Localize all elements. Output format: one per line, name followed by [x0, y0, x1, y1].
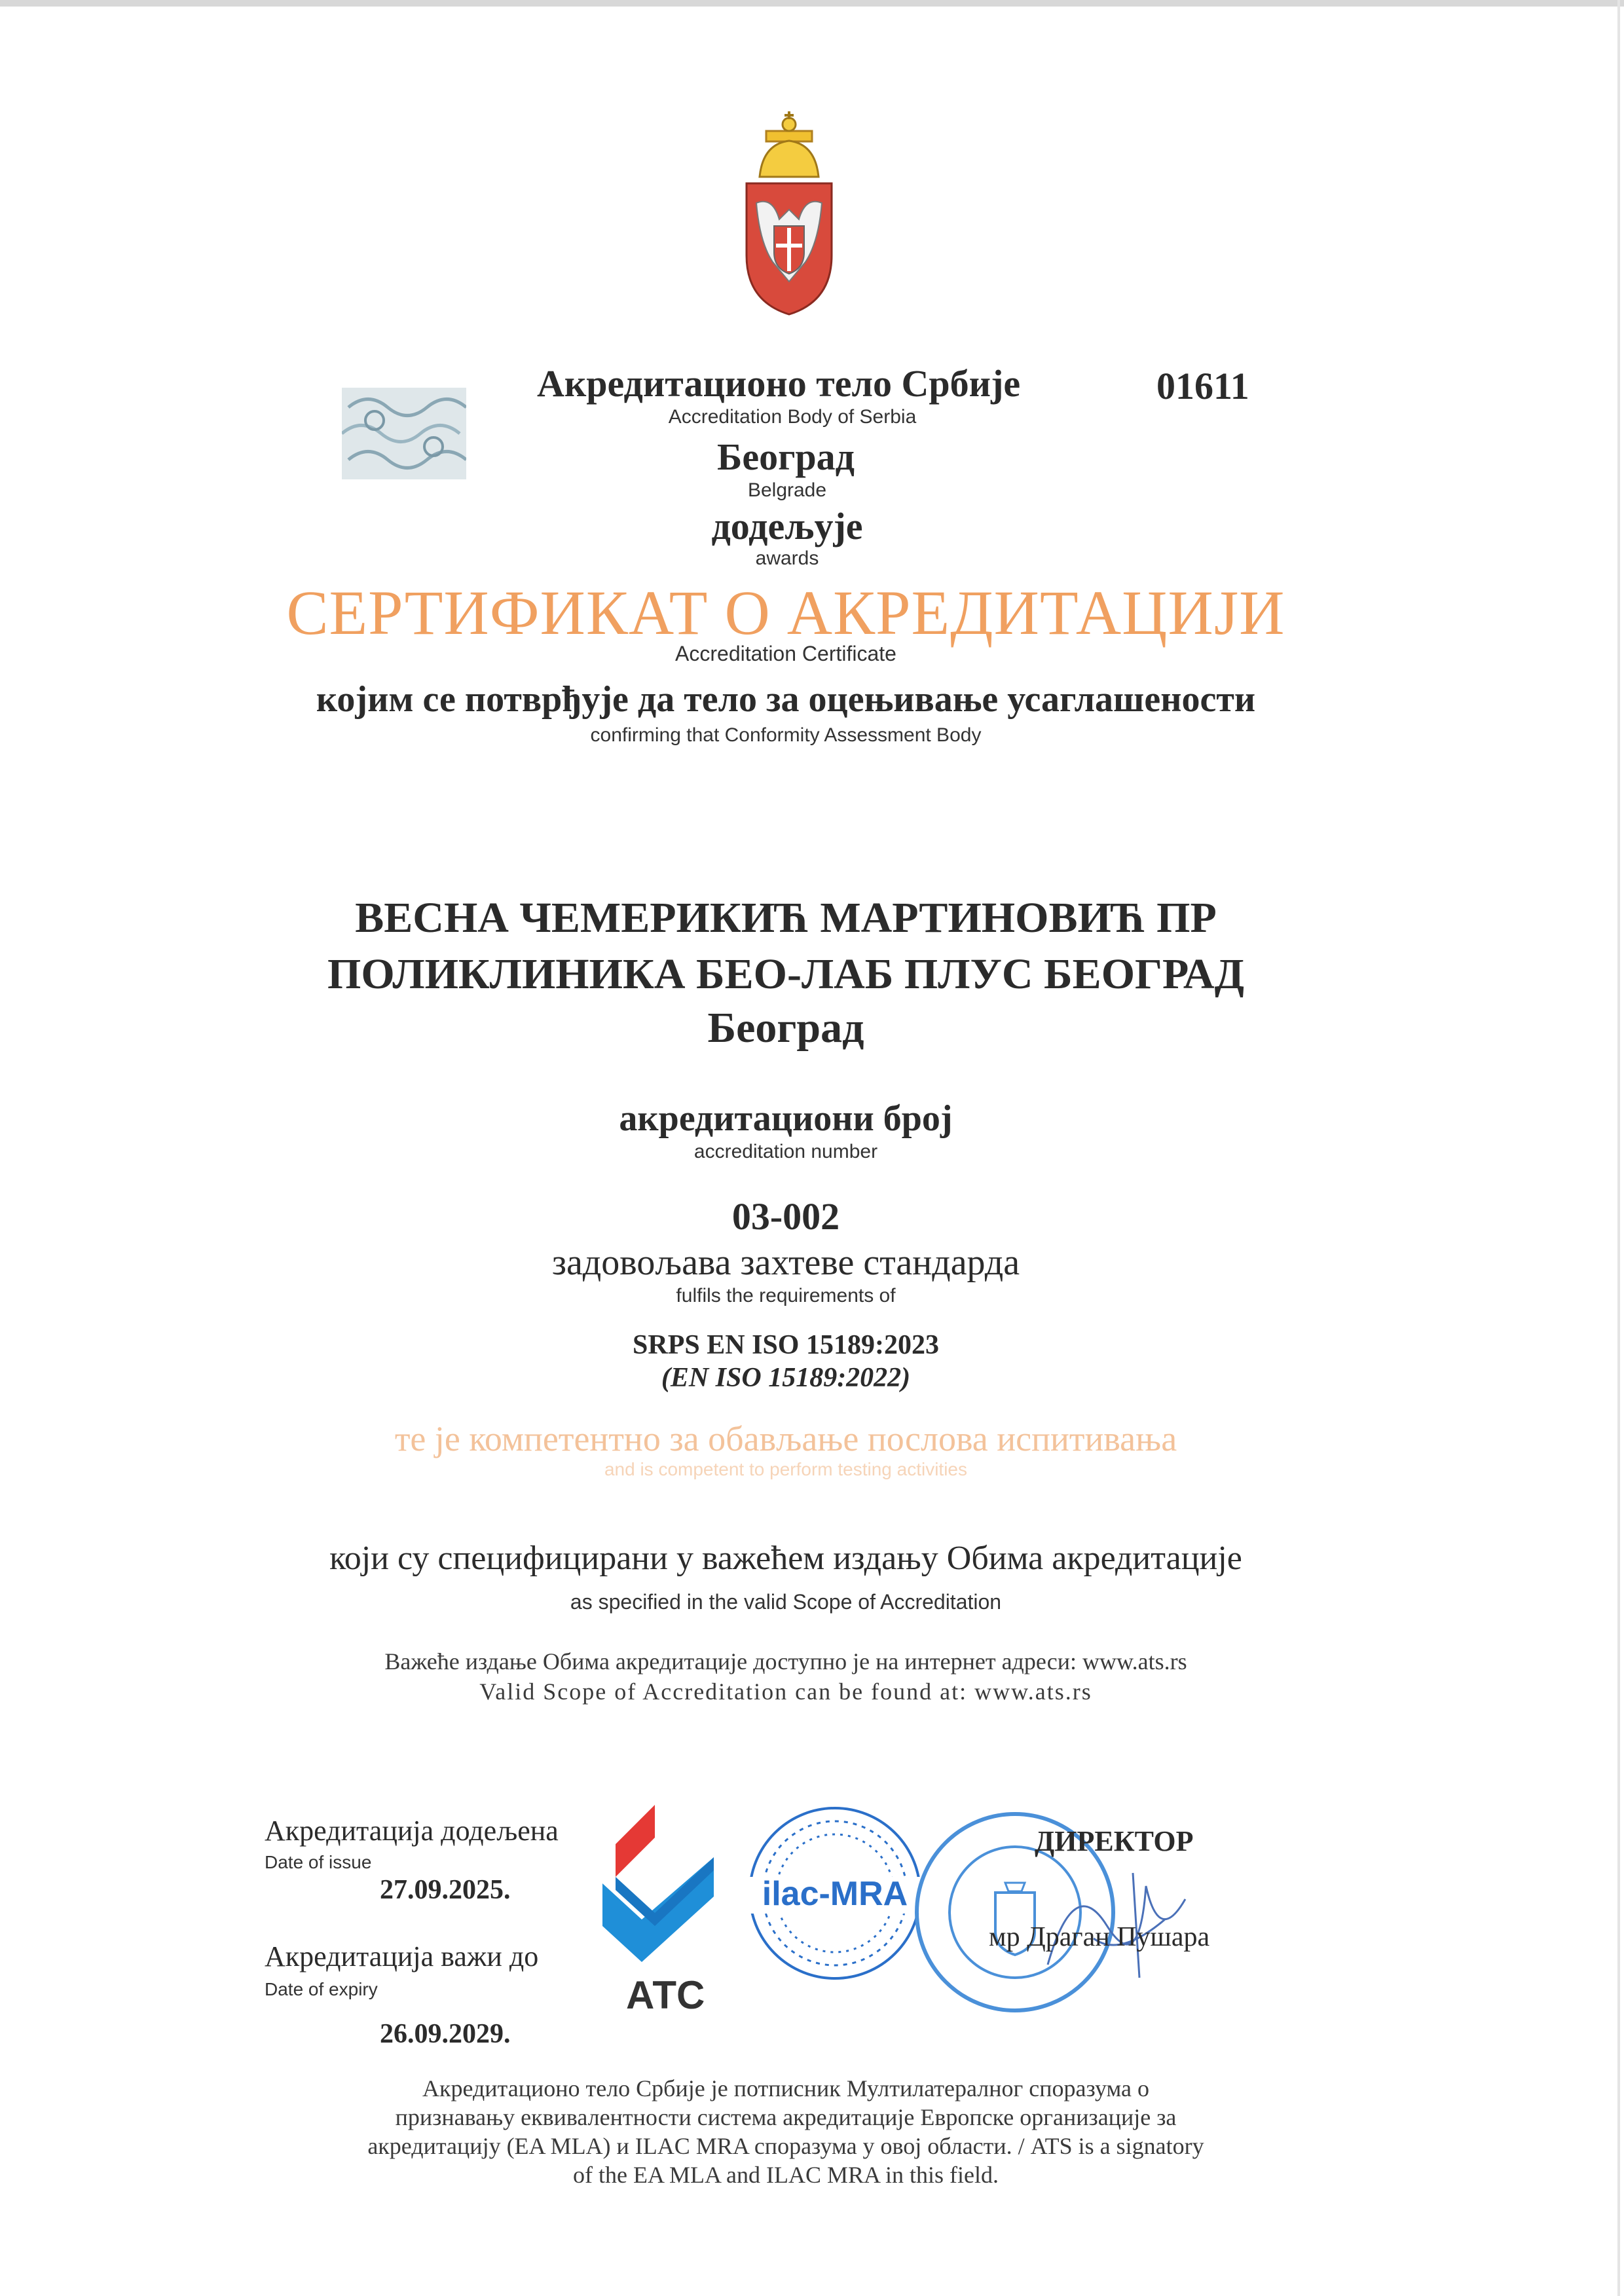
scan-top-edge [0, 0, 1624, 7]
expiry-date: 26.09.2029. [380, 2019, 511, 2049]
footer-line-1: Акредитационо тело Србије је потписник Мултилатералног споразума о [422, 2075, 1150, 2102]
footer-line-2: признавању еквивалентности система акредитације Европске организације за [395, 2104, 1177, 2130]
awards-en: awards [755, 547, 819, 569]
footer-line-3: акредитацију (EA MLA) и ILAC MRA споразума у овој области. / ATS is a signatory [367, 2133, 1204, 2159]
fulfils-text-en: fulfils the requirements of [676, 1285, 896, 1306]
ats-logo-text: АТС [626, 1973, 705, 2017]
fulfils-text: задовољава захтеве стандарда [551, 1242, 1020, 1283]
scope-text-en: as specified in the valid Scope of Accreditation [570, 1590, 1002, 1614]
director-name: мр Драган Пушара [989, 1922, 1210, 1952]
confirm-text-en: confirming that Conformity Assessment Body [590, 724, 982, 746]
awards: додељује [711, 505, 863, 547]
certificate-title-en: Accreditation Certificate [675, 642, 896, 665]
body-name-line2: ПОЛИКЛИНИКА БЕО-ЛАБ ПЛУС БЕОГРАД [327, 950, 1244, 998]
scan-right-edge [1617, 0, 1620, 2296]
ilac-mra-logo [747, 1805, 923, 1982]
body-name-line1: ВЕСНА ЧЕМЕРИКИЋ МАРТИНОВИЋ ПР [355, 894, 1217, 942]
accreditation-number: 03-002 [731, 1195, 840, 1238]
scope-web-text: Важеће издање Обима акредитације доступно је на интернет адреси: www.ats.rs [384, 1648, 1187, 1675]
issue-date: 27.09.2025. [380, 1875, 511, 1905]
director-title: ДИРЕКТОР [1035, 1825, 1194, 1857]
issue-date-label: Акредитација додељена [265, 1815, 559, 1847]
standard-reference: SRPS EN ISO 15189:2023 [633, 1330, 939, 1360]
confirm-text: којим се потврђује да тело за оцењивање усаглашености [316, 679, 1256, 720]
city-en: Belgrade [747, 479, 827, 501]
expiry-date-label-en: Date of expiry [265, 1979, 378, 1999]
competence-text: те је компетентно за обављање послова испитивања [394, 1419, 1177, 1458]
scope-text: који су специфицирани у важећем издању Обима акредитације [329, 1540, 1242, 1577]
serbian-coat-of-arms [733, 105, 845, 321]
issue-date-label-en: Date of issue [265, 1852, 372, 1872]
certificate-title: СЕРТИФИКАТ О АКРЕДИТАЦИЈИ [286, 578, 1285, 648]
city: Београд [716, 435, 855, 478]
issuer-title-en: Accreditation Body of Serbia [668, 406, 917, 428]
body-name-city: Београд [707, 1004, 864, 1052]
ilac-mra-text: ilac-MRA [762, 1875, 908, 1913]
accreditation-number-label: акредитациони број [619, 1098, 953, 1139]
footer-line-4: of the EA MLA and ILAC MRA in this field. [573, 2162, 999, 2188]
scope-web-text-en: Valid Scope of Accreditation can be found at: www.ats.rs [479, 1678, 1092, 1705]
ats-logo [602, 1805, 720, 2021]
certificate-serial-number: 01611 [1156, 365, 1249, 407]
competence-text-en: and is competent to perform testing activities [604, 1459, 968, 1479]
expiry-date-label: Акредитација важи до [265, 1940, 539, 1972]
accreditation-number-label-en: accreditation number [693, 1141, 878, 1162]
standard-reference-en: (EN ISO 15189:2022) [661, 1363, 911, 1393]
issuer-title: Акредитационо тело Србије [537, 362, 1021, 405]
director-signature [1035, 1847, 1205, 1991]
